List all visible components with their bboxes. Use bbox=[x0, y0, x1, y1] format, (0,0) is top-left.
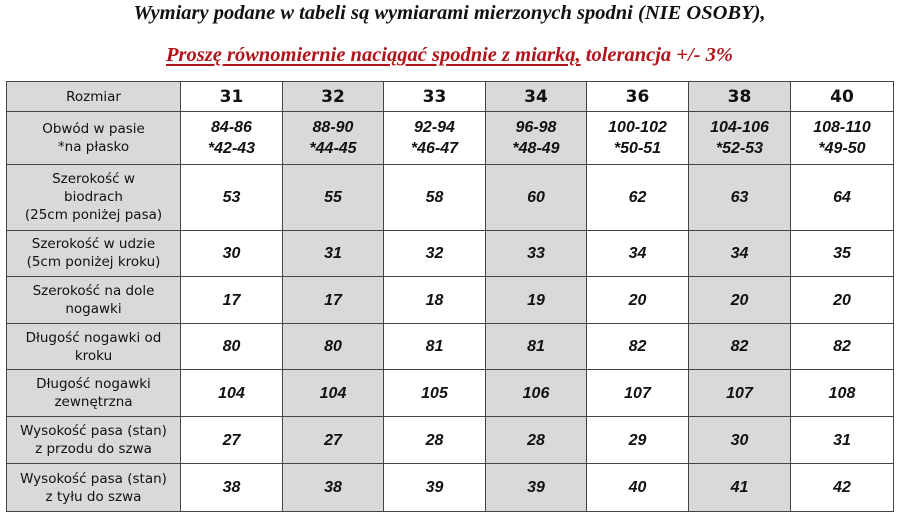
table-cell: 104-106 *52-53 bbox=[689, 112, 791, 165]
table-cell: 80 bbox=[283, 323, 384, 370]
size-header: 40 bbox=[791, 82, 894, 112]
table-cell: 60 bbox=[486, 164, 587, 230]
table-cell: 17 bbox=[181, 277, 283, 324]
table-cell: 64 bbox=[791, 164, 894, 230]
table-cell: 20 bbox=[791, 277, 894, 324]
table-cell: 32 bbox=[384, 230, 486, 277]
table-cell: 20 bbox=[587, 277, 689, 324]
size-chart-table bbox=[6, 81, 894, 512]
table-cell: 62 bbox=[587, 164, 689, 230]
table-cell: 30 bbox=[181, 230, 283, 277]
size-header: 36 bbox=[587, 82, 689, 112]
table-cell: 107 bbox=[689, 370, 791, 417]
table-cell: 63 bbox=[689, 164, 791, 230]
table-row bbox=[7, 164, 894, 230]
table-cell: 58 bbox=[384, 164, 486, 230]
table-row bbox=[7, 370, 894, 417]
table-cell: 28 bbox=[486, 416, 587, 464]
size-header: 38 bbox=[689, 82, 791, 112]
table-cell: 29 bbox=[587, 416, 689, 464]
size-header: 31 bbox=[181, 82, 283, 112]
table-cell: 108 bbox=[791, 370, 894, 417]
table-cell: 53 bbox=[181, 164, 283, 230]
table-cell: 40 bbox=[587, 464, 689, 512]
table-cell: 84-86 *42-43 bbox=[181, 112, 283, 165]
table-cell: 39 bbox=[384, 464, 486, 512]
table-cell: 106 bbox=[486, 370, 587, 417]
table-cell: 34 bbox=[587, 230, 689, 277]
table-cell: 27 bbox=[283, 416, 384, 464]
table-cell: 34 bbox=[689, 230, 791, 277]
table-cell: 42 bbox=[791, 464, 894, 512]
size-corner-label: Rozmiar bbox=[7, 82, 181, 112]
table-cell: 81 bbox=[384, 323, 486, 370]
table-cell: 33 bbox=[486, 230, 587, 277]
table-cell: 31 bbox=[791, 416, 894, 464]
size-header: 33 bbox=[384, 82, 486, 112]
table-cell: 27 bbox=[181, 416, 283, 464]
table-cell: 80 bbox=[181, 323, 283, 370]
table-cell: 82 bbox=[689, 323, 791, 370]
row-label: Szerokość w udzie (5cm poniżej kroku) bbox=[7, 230, 181, 277]
notice-line-tolerance bbox=[0, 44, 899, 67]
table-cell: 104 bbox=[283, 370, 384, 417]
table-row bbox=[7, 416, 894, 464]
table-cell: 31 bbox=[283, 230, 384, 277]
table-cell: 92-94 *46-47 bbox=[384, 112, 486, 165]
table-row bbox=[7, 323, 894, 370]
row-label: Szerokość w biodrach (25cm poniżej pasa) bbox=[7, 164, 181, 230]
table-cell: 35 bbox=[791, 230, 894, 277]
table-cell: 17 bbox=[283, 277, 384, 324]
table-cell: 19 bbox=[486, 277, 587, 324]
row-label: Wysokość pasa (stan) z przodu do szwa bbox=[7, 416, 181, 464]
table-cell: 38 bbox=[283, 464, 384, 512]
row-label: Obwód w pasie *na płasko bbox=[7, 112, 181, 165]
table-cell: 105 bbox=[384, 370, 486, 417]
table-cell: 108-110 *49-50 bbox=[791, 112, 894, 165]
table-cell: 81 bbox=[486, 323, 587, 370]
notice-line-measurements: Wymiary podane w tabeli są wymiarami mierzonych spodni (NIE OSOBY), bbox=[133, 2, 766, 24]
notice-stretch-instruction: Proszę równomiernie naciągać spodnie z miarką, bbox=[166, 44, 581, 66]
table-row bbox=[7, 112, 894, 165]
table-cell: 39 bbox=[486, 464, 587, 512]
table-cell: 30 bbox=[689, 416, 791, 464]
notice-tolerance: tolerancja +/- 3% bbox=[580, 44, 733, 66]
table-row bbox=[7, 277, 894, 324]
table-cell: 96-98 *48-49 bbox=[486, 112, 587, 165]
table-cell: 82 bbox=[791, 323, 894, 370]
table-cell: 107 bbox=[587, 370, 689, 417]
table-cell: 100-102 *50-51 bbox=[587, 112, 689, 165]
table-cell: 28 bbox=[384, 416, 486, 464]
table-cell: 88-90 *44-45 bbox=[283, 112, 384, 165]
size-header: 32 bbox=[283, 82, 384, 112]
table-cell: 20 bbox=[689, 277, 791, 324]
row-label: Szerokość na dole nogawki bbox=[7, 277, 181, 324]
table-cell: 55 bbox=[283, 164, 384, 230]
table-cell: 38 bbox=[181, 464, 283, 512]
size-header: 34 bbox=[486, 82, 587, 112]
table-cell: 18 bbox=[384, 277, 486, 324]
table-row bbox=[7, 464, 894, 512]
table-row bbox=[7, 230, 894, 277]
row-label: Wysokość pasa (stan) z tyłu do szwa bbox=[7, 464, 181, 512]
row-label: Długość nogawki od kroku bbox=[7, 323, 181, 370]
table-header-row bbox=[7, 82, 894, 112]
table-cell: 41 bbox=[689, 464, 791, 512]
row-label: Długość nogawki zewnętrzna bbox=[7, 370, 181, 417]
table-cell: 104 bbox=[181, 370, 283, 417]
table-cell: 82 bbox=[587, 323, 689, 370]
